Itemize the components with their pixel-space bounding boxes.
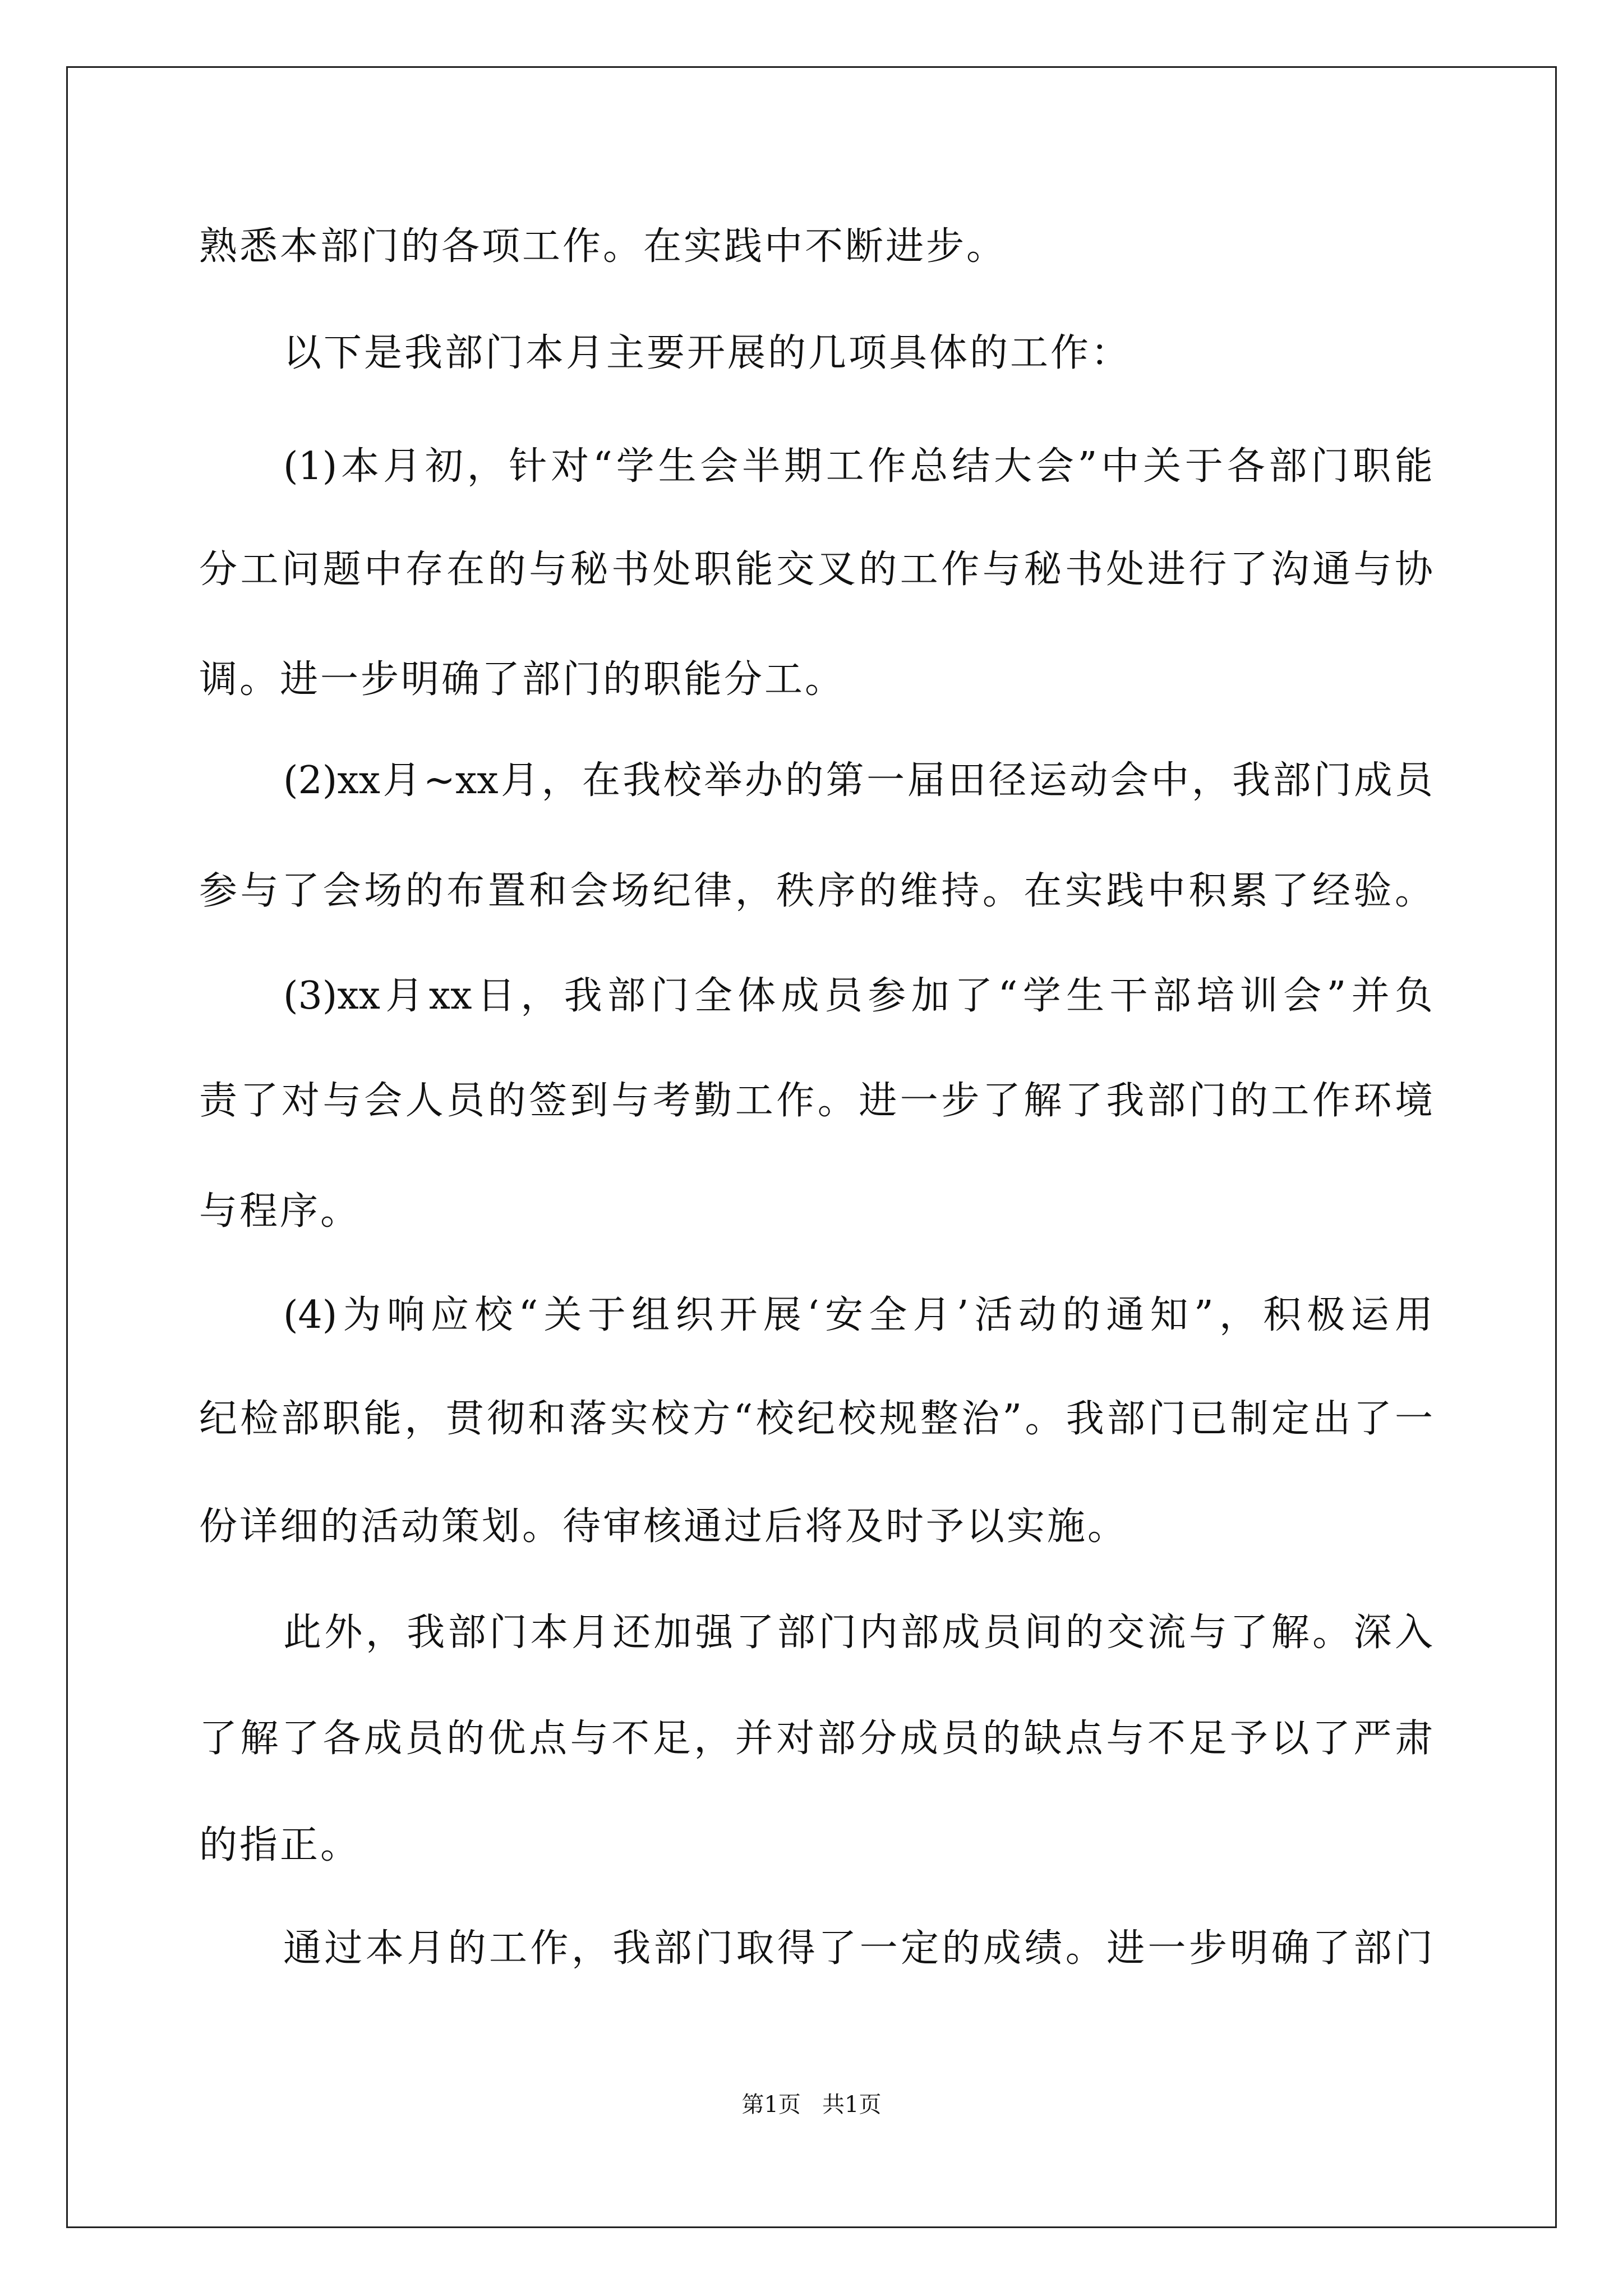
text-line: 的指正。: [199, 1823, 361, 1867]
text-line: 以下是我部门本月主要开展的几项具体的工作：: [283, 331, 1132, 375]
text-line: 了解了各成员的优点与不足，并对部分成员的缺点与不足予以了严肃: [199, 1717, 1433, 1761]
text-line: 纪检部职能，贯彻和落实校方“校纪校规整治”。我部门已制定出了一: [199, 1397, 1433, 1441]
text-line: (1)本月初，针对“学生会半期工作总结大会”中关于各部门职能: [283, 444, 1433, 489]
text-line: (3)xx月xx日，我部门全体成员参加了“学生干部培训会”并负: [283, 974, 1433, 1018]
text-line: 调。进一步明确了部门的职能分工。: [199, 657, 846, 702]
page-number-footer: 第1页 共1页: [741, 2092, 882, 2118]
text-line: 通过本月的工作，我部门取得了一定的成绩。进一步明确了部门: [283, 1926, 1433, 1971]
text-line: 分工问题中存在的与秘书处职能交叉的工作与秘书处进行了沟通与协: [199, 547, 1433, 592]
text-line: (4)为响应校“关于组织开展‘安全月’活动的通知”，积极运用: [283, 1293, 1433, 1337]
text-line: 与程序。: [199, 1189, 361, 1234]
text-line: 责了对与会人员的签到与考勤工作。进一步了解了我部门的工作环境: [199, 1079, 1433, 1123]
text-line: 份详细的活动策划。待审核通过后将及时予以实施。: [199, 1504, 1128, 1549]
text-line: (2)xx月~xx月，在我校举办的第一届田径运动会中，我部门成员: [283, 758, 1433, 803]
text-line: 此外，我部门本月还加强了部门内部成员间的交流与了解。深入: [283, 1611, 1433, 1655]
text-line: 熟悉本部门的各项工作。在实践中不断进步。: [199, 224, 1007, 269]
text-line: 参与了会场的布置和会场纪律，秩序的维持。在实践中积累了经验。: [199, 869, 1433, 913]
page-border: [66, 66, 1557, 2228]
